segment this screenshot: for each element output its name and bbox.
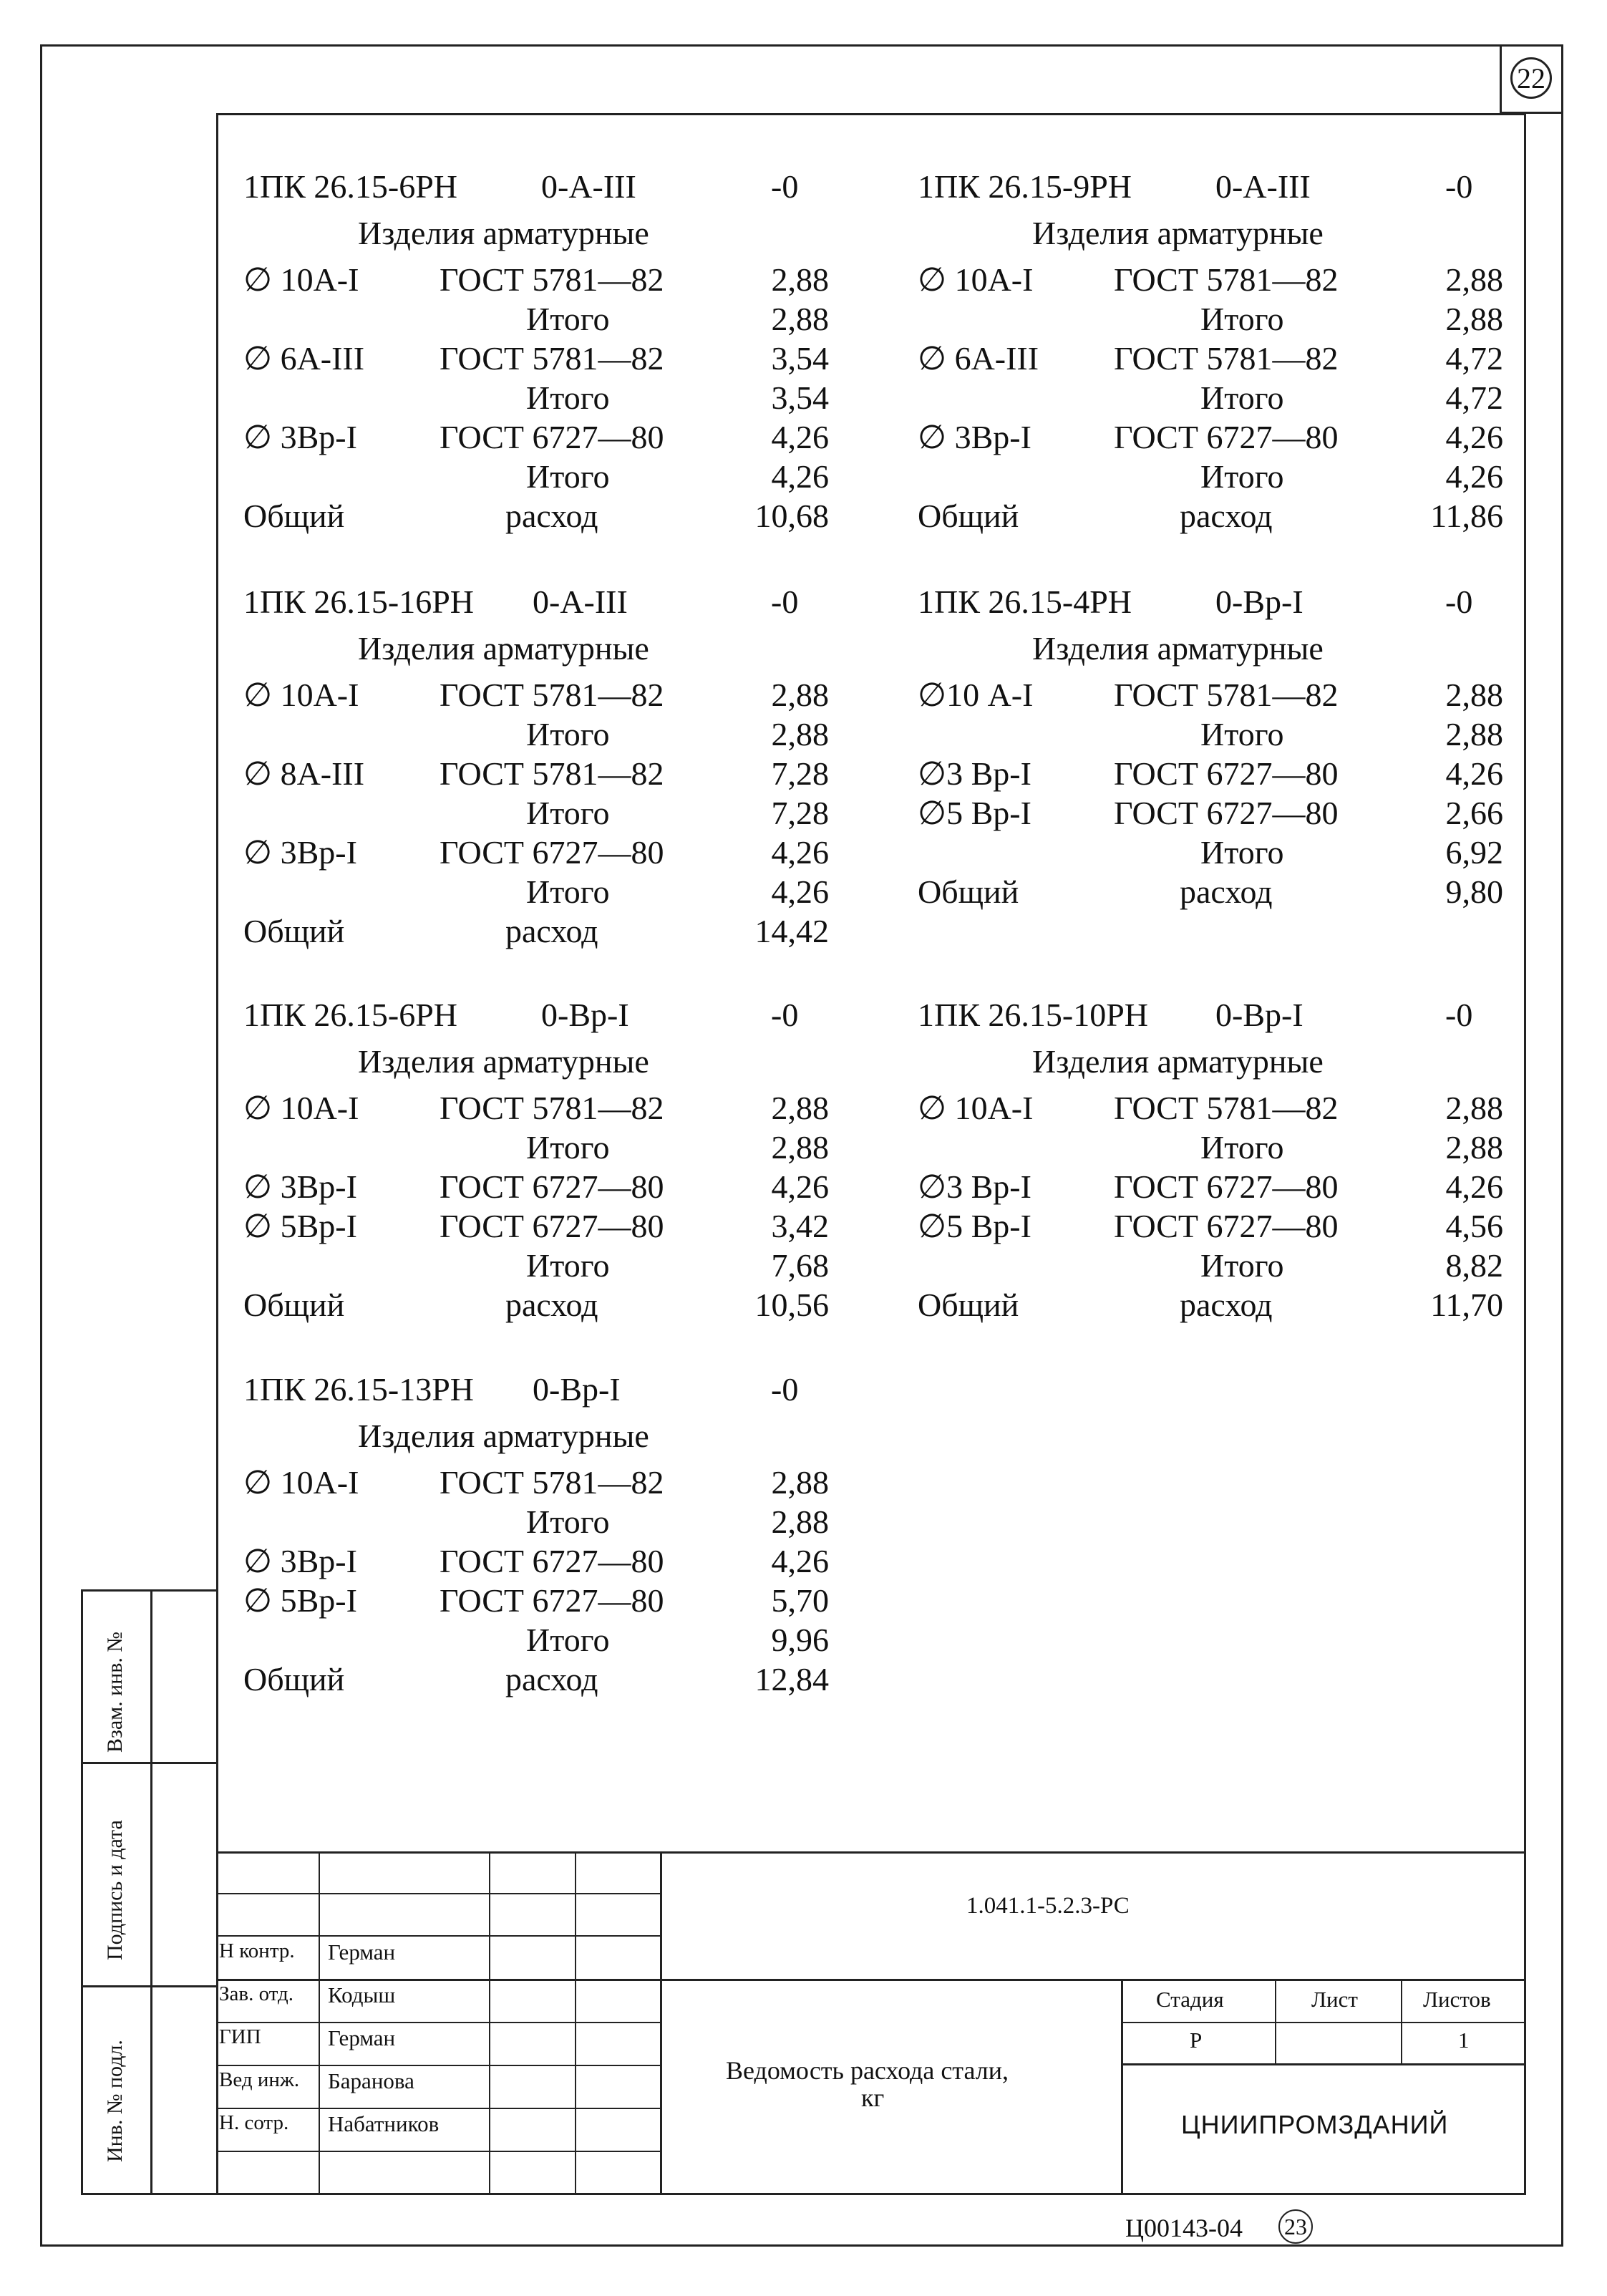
rebar-mass: 4,26 <box>771 1543 829 1579</box>
rebar-mass: 2,88 <box>1445 677 1503 713</box>
rebar-mass: 4,26 <box>1445 1168 1503 1205</box>
subtotal-value: 2,88 <box>1445 301 1503 337</box>
rebar-mass: 2,88 <box>1445 261 1503 298</box>
inner-frame-left <box>216 113 218 2195</box>
section-suffix: -0 <box>1445 997 1473 1033</box>
section-grade: 0-А-III <box>1215 168 1311 205</box>
section-suffix: -0 <box>771 168 799 205</box>
section-grade: 0-Вр-I <box>1215 583 1303 620</box>
rebar-diameter: ∅ 6А-III <box>243 340 365 377</box>
section-suffix: -0 <box>1445 583 1473 620</box>
subtotal-label: Итого <box>526 1503 610 1540</box>
rebar-standard: ГОСТ 6727—80 <box>440 1582 664 1619</box>
rebar-mass: 4,26 <box>1445 419 1503 455</box>
rebar-diameter: ∅ 10А-I <box>243 261 359 298</box>
rebar-standard: ГОСТ 5781—82 <box>440 677 664 713</box>
subtotal-label: Итого <box>526 458 610 495</box>
rebar-standard: ГОСТ 6727—80 <box>440 1208 664 1244</box>
section-title: 1ПК 26.15-10РН <box>918 997 1149 1033</box>
outer-frame-bottom <box>40 2244 1563 2247</box>
section-suffix: -0 <box>771 997 799 1033</box>
organization-name: ЦНИИПРОМЗДАНИЙ <box>1181 2110 1449 2139</box>
subtotal-label: Итого <box>526 301 610 337</box>
total-label: Общий <box>918 1287 1019 1323</box>
total-label-2: расход <box>1180 1287 1273 1323</box>
footer-code: Ц00143-04 <box>1125 2214 1243 2242</box>
rebar-mass: 4,26 <box>771 419 829 455</box>
stamp-role: Н. сотр. <box>219 2111 289 2134</box>
section-title: 1ПК 26.15-13РН <box>243 1371 475 1408</box>
rebar-diameter: ∅10 А-I <box>918 677 1034 713</box>
inner-frame-top <box>216 113 1526 115</box>
section-grade: 0-А-III <box>541 168 636 205</box>
rebar-diameter: ∅ 3Вр-I <box>243 834 357 871</box>
subtotal-label: Итого <box>1200 1129 1284 1166</box>
rebar-standard: ГОСТ 5781—82 <box>1114 340 1339 377</box>
subtotal-value: 2,88 <box>1445 1129 1503 1166</box>
subtotal-label: Итого <box>1200 458 1284 495</box>
sheets-value: 1 <box>1458 2028 1470 2053</box>
total-label: Общий <box>918 873 1019 910</box>
subtotal-value: 2,88 <box>771 301 829 337</box>
total-label: Общий <box>918 498 1019 534</box>
section-subtitle: Изделия арматурные <box>358 1418 649 1454</box>
subtotal-label: Итого <box>1200 379 1284 416</box>
inner-frame-right <box>1524 113 1526 2195</box>
total-value: 10,68 <box>754 498 829 534</box>
subtotal-value: 2,88 <box>1445 716 1503 752</box>
rebar-mass: 5,70 <box>771 1582 829 1619</box>
section-subtitle: Изделия арматурные <box>358 215 649 251</box>
subtotal-label: Итого <box>526 379 610 416</box>
rebar-diameter: ∅ 10А-I <box>243 677 359 713</box>
sheet-number-box-left <box>1500 44 1502 113</box>
rebar-diameter: ∅ 3Вр-I <box>243 1168 357 1205</box>
rebar-mass: 4,56 <box>1445 1208 1503 1244</box>
subtotal-value: 2,88 <box>771 716 829 752</box>
rebar-standard: ГОСТ 6727—80 <box>1114 1208 1339 1244</box>
total-value: 11,86 <box>1430 498 1503 534</box>
stage-header: Стадия <box>1156 1987 1224 2012</box>
section-title: 1ПК 26.15-6РН <box>243 997 458 1033</box>
section-title: 1ПК 26.15-9РН <box>918 168 1132 205</box>
rebar-standard: ГОСТ 6727—80 <box>440 419 664 455</box>
outer-frame-right <box>1561 44 1563 2247</box>
rebar-diameter: ∅ 6А-III <box>918 340 1039 377</box>
subtotal-value: 4,26 <box>1445 458 1503 495</box>
subtotal-value: 2,88 <box>771 1129 829 1166</box>
section-grade: 0-Вр-I <box>541 997 629 1033</box>
stage-value: Р <box>1190 2028 1203 2053</box>
sheet-number: 22 <box>1510 57 1552 99</box>
section-suffix: -0 <box>771 1371 799 1408</box>
sheet-header: Лист <box>1311 1987 1358 2012</box>
rebar-standard: ГОСТ 5781—82 <box>440 755 664 792</box>
total-label-2: расход <box>1180 873 1273 910</box>
rebar-diameter: ∅ 8А-III <box>243 755 365 792</box>
rebar-standard: ГОСТ 5781—82 <box>440 261 664 298</box>
total-label-2: расход <box>1180 498 1273 534</box>
stamp-name: Герман <box>328 2025 396 2050</box>
section-title: 1ПК 26.15-4РН <box>918 583 1132 620</box>
rebar-mass: 3,54 <box>771 340 829 377</box>
subtotal-value: 2,88 <box>771 1503 829 1540</box>
section-suffix: -0 <box>771 583 799 620</box>
rebar-diameter: ∅ 10А-I <box>243 1464 359 1501</box>
rebar-diameter: ∅ 3Вр-I <box>243 419 357 455</box>
subtotal-label: Итого <box>526 1247 610 1284</box>
rebar-diameter: ∅3 Вр-I <box>918 1168 1031 1205</box>
rebar-diameter: ∅3 Вр-I <box>918 755 1031 792</box>
rebar-standard: ГОСТ 5781—82 <box>1114 677 1339 713</box>
rebar-diameter: ∅5 Вр-I <box>918 795 1031 831</box>
total-value: 14,42 <box>754 913 829 949</box>
rebar-mass: 2,88 <box>771 677 829 713</box>
subtotal-value: 7,68 <box>771 1247 829 1284</box>
section-subtitle: Изделия арматурные <box>358 630 649 667</box>
inv-podl-label: Инв. № подл. <box>103 2040 127 2162</box>
stamp-name: Кодыш <box>328 1982 396 2007</box>
vzam-inv-label: Взам. инв. № <box>103 1631 127 1753</box>
rebar-diameter: ∅5 Вр-I <box>918 1208 1031 1244</box>
subtotal-label: Итого <box>526 716 610 752</box>
rebar-mass: 4,26 <box>771 834 829 871</box>
rebar-standard: ГОСТ 5781—82 <box>1114 261 1339 298</box>
rebar-mass: 7,28 <box>771 755 829 792</box>
total-value: 12,84 <box>754 1661 829 1697</box>
rebar-diameter: ∅ 3Вр-I <box>918 419 1031 455</box>
total-label-2: расход <box>505 498 598 534</box>
document-title-line2: кг <box>861 2083 885 2112</box>
section-grade: 0-А-III <box>533 583 628 620</box>
document-code: 1.041.1-5.2.3-РС <box>966 1893 1130 1919</box>
subtotal-value: 4,26 <box>771 458 829 495</box>
section-grade: 0-Вр-I <box>533 1371 621 1408</box>
subtotal-value: 9,96 <box>771 1622 829 1658</box>
stamp-role: Зав. отд. <box>219 1982 294 2005</box>
rebar-diameter: ∅ 5Вр-I <box>243 1582 357 1619</box>
stamp-name: Набатников <box>328 2111 440 2136</box>
subtotal-label: Итого <box>526 1622 610 1658</box>
total-value: 9,80 <box>1445 873 1503 910</box>
section-title: 1ПК 26.15-6РН <box>243 168 458 205</box>
rebar-mass: 4,26 <box>771 1168 829 1205</box>
rebar-mass: 2,88 <box>771 261 829 298</box>
rebar-standard: ГОСТ 6727—80 <box>1114 795 1339 831</box>
section-subtitle: Изделия арматурные <box>1032 215 1324 251</box>
rebar-standard: ГОСТ 5781—82 <box>440 1090 664 1126</box>
rebar-mass: 3,42 <box>771 1208 829 1244</box>
rebar-mass: 2,66 <box>1445 795 1503 831</box>
subtotal-value: 7,28 <box>771 795 829 831</box>
sheets-header: Листов <box>1423 1987 1491 2012</box>
stamp-name: Баранова <box>328 2068 414 2093</box>
rebar-diameter: ∅ 10А-I <box>918 261 1034 298</box>
subtotal-label: Итого <box>1200 716 1284 752</box>
rebar-standard: ГОСТ 5781—82 <box>440 340 664 377</box>
rebar-mass: 4,26 <box>1445 755 1503 792</box>
subtotal-value: 3,54 <box>771 379 829 416</box>
rebar-diameter: ∅ 5Вр-I <box>243 1208 357 1244</box>
total-value: 11,70 <box>1430 1287 1503 1323</box>
subtotal-label: Итого <box>1200 1247 1284 1284</box>
total-label-2: расход <box>505 1287 598 1323</box>
subtotal-label: Итого <box>526 873 610 910</box>
stamp-role: Н контр. <box>219 1939 295 1962</box>
stamp-role: ГИП <box>219 2025 261 2048</box>
total-label: Общий <box>243 1287 345 1323</box>
total-label: Общий <box>243 913 345 949</box>
stamp-name: Герман <box>328 1939 396 1965</box>
total-label-2: расход <box>505 913 598 949</box>
rebar-diameter: ∅ 10А-I <box>243 1090 359 1126</box>
rebar-mass: 4,72 <box>1445 340 1503 377</box>
total-label: Общий <box>243 1661 345 1697</box>
rebar-standard: ГОСТ 6727—80 <box>1114 755 1339 792</box>
subtotal-label: Итого <box>526 1129 610 1166</box>
subtotal-label: Итого <box>526 795 610 831</box>
section-subtitle: Изделия арматурные <box>358 1043 649 1080</box>
section-title: 1ПК 26.15-16РН <box>243 583 475 620</box>
rebar-standard: ГОСТ 6727—80 <box>1114 1168 1339 1205</box>
rebar-mass: 2,88 <box>1445 1090 1503 1126</box>
rebar-standard: ГОСТ 5781—82 <box>440 1464 664 1501</box>
document-title-line1: Ведомость расхода стали, <box>726 2056 1009 2085</box>
section-subtitle: Изделия арматурные <box>1032 1043 1324 1080</box>
subtotal-label: Итого <box>1200 301 1284 337</box>
rebar-standard: ГОСТ 6727—80 <box>1114 419 1339 455</box>
outer-frame-left <box>40 44 42 2247</box>
stamp-role: Вед инж. <box>219 2068 300 2091</box>
rebar-standard: ГОСТ 6727—80 <box>440 1543 664 1579</box>
rebar-diameter: ∅ 10А-I <box>918 1090 1034 1126</box>
rebar-standard: ГОСТ 6727—80 <box>440 1168 664 1205</box>
total-label-2: расход <box>505 1661 598 1697</box>
inner-frame-bottom <box>81 2193 1526 2195</box>
subtotal-label: Итого <box>1200 834 1284 871</box>
rebar-mass: 2,88 <box>771 1464 829 1501</box>
section-suffix: -0 <box>1445 168 1473 205</box>
footer-page-number: 23 <box>1278 2209 1313 2244</box>
subtotal-value: 4,26 <box>771 873 829 910</box>
total-label: Общий <box>243 498 345 534</box>
rebar-mass: 2,88 <box>771 1090 829 1126</box>
subtotal-value: 6,92 <box>1445 834 1503 871</box>
total-value: 10,56 <box>754 1287 829 1323</box>
subtotal-value: 4,72 <box>1445 379 1503 416</box>
rebar-standard: ГОСТ 6727—80 <box>440 834 664 871</box>
rebar-standard: ГОСТ 5781—82 <box>1114 1090 1339 1126</box>
section-grade: 0-Вр-I <box>1215 997 1303 1033</box>
outer-frame-top <box>40 44 1563 47</box>
section-subtitle: Изделия арматурные <box>1032 630 1324 667</box>
rebar-diameter: ∅ 3Вр-I <box>243 1543 357 1579</box>
subtotal-value: 8,82 <box>1445 1247 1503 1284</box>
podpis-data-label: Подпись и дата <box>103 1820 127 1960</box>
